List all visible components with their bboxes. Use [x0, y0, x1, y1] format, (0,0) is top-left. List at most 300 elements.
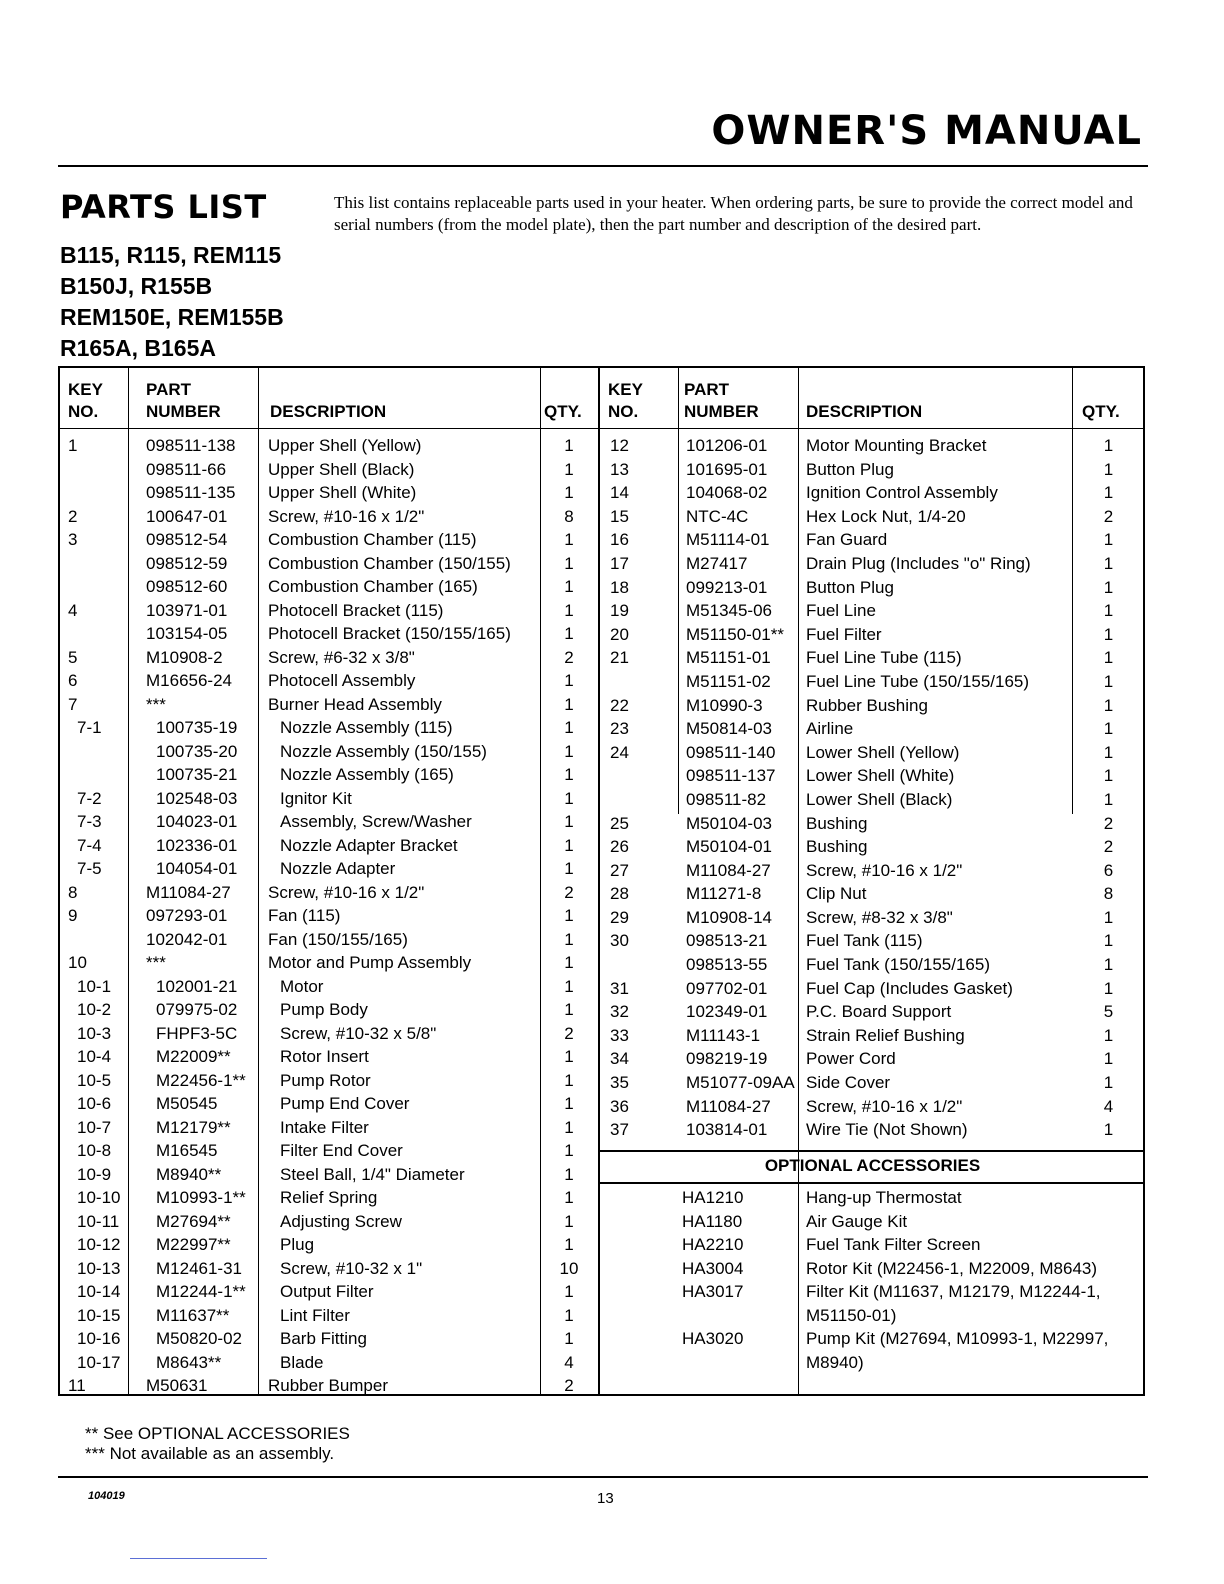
part-number-cell: 098511-82	[686, 789, 767, 809]
qty-cell: 2	[1103, 837, 1114, 857]
key-cell: 3	[68, 530, 78, 549]
description-cell: Photocell Assembly	[268, 671, 416, 690]
table-row	[60, 1186, 598, 1210]
table-row	[600, 1118, 1145, 1142]
table-row	[600, 764, 1145, 788]
table-row	[600, 741, 1145, 765]
part-number-cell: M51114-01	[686, 530, 770, 550]
description-cell: Upper Shell (Yellow)	[268, 436, 422, 455]
key-cell: 2	[68, 506, 78, 526]
model-line: B115, R115, REM115	[60, 242, 282, 268]
description-cell: Fan (115)	[268, 906, 341, 925]
table-row	[600, 717, 1145, 741]
description-cell: Ignitor Kit	[280, 788, 352, 808]
table-row	[60, 1210, 598, 1234]
table-row	[60, 434, 598, 458]
table-row	[600, 906, 1145, 930]
qty-cell: 6	[1103, 860, 1114, 880]
key-cell: 10-16	[77, 1329, 121, 1348]
part-number-cell: 101695-01	[686, 459, 768, 479]
header-key: KEY NO.	[608, 380, 643, 421]
part-number-cell: 102042-01	[146, 929, 228, 949]
qty-cell: 1	[1103, 766, 1114, 786]
header-qty: QTY.	[1082, 402, 1120, 421]
table-row	[60, 1139, 598, 1163]
description-cell: Drain Plug (Includes "o" Ring)	[806, 553, 1031, 573]
table-row	[60, 669, 598, 693]
optional-accessories-table	[600, 1186, 1145, 1374]
description-cell: Relief Spring	[280, 1188, 378, 1207]
header-qty: QTY.	[544, 402, 582, 421]
qty-cell: 5	[1103, 1002, 1114, 1022]
qty-cell: 1	[564, 483, 574, 502]
description-cell: Lower Shell (Black)	[806, 789, 953, 809]
table-row	[600, 1095, 1145, 1119]
description-cell: Filter End Cover	[280, 1141, 403, 1160]
header-description: DESCRIPTION	[806, 402, 923, 421]
part-number-cell: HA1210	[682, 1188, 744, 1207]
part-number-cell: NTC-4C	[686, 506, 749, 526]
key-cell: 10-10	[77, 1188, 121, 1207]
part-number-cell: M22456-1**	[156, 1070, 246, 1090]
key-cell: 10-4	[77, 1047, 112, 1066]
description-cell: Nozzle Assembly (165)	[280, 765, 454, 784]
table-row	[600, 552, 1145, 576]
model-line: REM150E, REM155B	[60, 304, 284, 330]
header-rule	[60, 428, 598, 429]
key-cell: 27	[610, 860, 629, 880]
key-cell	[60, 575, 128, 599]
qty-cell: 1	[1103, 955, 1114, 975]
footnote: ** See OPTIONAL ACCESSORIES	[85, 1424, 350, 1443]
table-row	[600, 1024, 1145, 1048]
table-row	[600, 528, 1145, 552]
part-number-cell: M10908-2	[146, 647, 223, 667]
description-cell: Combustion Chamber (115)	[268, 530, 477, 549]
qty-cell: 1	[564, 1211, 574, 1231]
description-cell: Photocell Bracket (115)	[268, 600, 444, 620]
key-cell: 37	[610, 1120, 629, 1140]
table-row	[600, 694, 1145, 718]
description-cell: Bushing	[806, 837, 868, 857]
part-number-cell: 098511-140	[686, 742, 776, 762]
table-row	[60, 646, 598, 670]
table-row	[600, 505, 1145, 529]
key-cell: 26	[610, 837, 629, 857]
header-description: DESCRIPTION	[270, 402, 387, 421]
table-row	[60, 575, 598, 599]
table-row	[600, 623, 1145, 647]
description-cell: Lower Shell (Yellow)	[806, 742, 960, 762]
key-cell: 1	[68, 436, 78, 455]
part-number-cell: M11637**	[156, 1305, 230, 1325]
part-number-cell: 102548-03	[156, 788, 238, 808]
table-row	[60, 622, 598, 646]
table-row	[600, 1047, 1145, 1071]
qty-cell: 1	[564, 953, 574, 972]
part-number-cell: 102001-21	[156, 976, 238, 996]
part-number-cell: ***	[146, 953, 166, 972]
key-cell	[60, 458, 128, 482]
part-number-cell: 098219-19	[686, 1049, 768, 1069]
key-cell: 7-4	[77, 835, 102, 855]
bottom-rule	[58, 1476, 1148, 1478]
key-cell: 35	[610, 1073, 629, 1093]
table-row	[60, 505, 598, 529]
part-number-cell: 104054-01	[156, 859, 238, 878]
description-cell: Side Cover	[806, 1073, 891, 1093]
part-number-cell: M12179**	[156, 1117, 231, 1137]
description-cell: Motor Mounting Bracket	[806, 436, 987, 455]
description-cell: Output Filter	[280, 1282, 374, 1301]
table-row	[60, 1327, 598, 1351]
header-part-number: PART NUMBER	[146, 380, 221, 421]
part-number-cell: 100735-19	[156, 718, 238, 737]
description-cell: Intake Filter	[280, 1117, 369, 1137]
description-cell: Fuel Line Tube (150/155/165)	[806, 671, 1030, 691]
description-cell: Strain Relief Bushing	[806, 1025, 965, 1045]
part-number-cell: 098511-66	[146, 459, 227, 479]
qty-cell: 1	[1103, 483, 1114, 503]
qty-cell: 1	[564, 1117, 574, 1137]
key-cell: 15	[610, 506, 629, 526]
key-cell: 10-12	[77, 1235, 121, 1254]
part-number-cell: M50820-02	[156, 1329, 243, 1348]
parts-table-left	[60, 434, 598, 1398]
table-row	[60, 740, 598, 764]
model-line: B150J, R155B	[60, 273, 213, 299]
description-cell: Nozzle Adapter	[280, 859, 396, 878]
description-cell: Pump Body	[280, 1000, 368, 1019]
table-row	[60, 1233, 598, 1257]
part-number-cell: 102336-01	[156, 835, 238, 855]
part-number-cell: HA3017	[682, 1282, 744, 1301]
key-cell	[600, 670, 678, 694]
part-number-cell: 097702-01	[686, 978, 768, 998]
part-number-cell: 098513-55	[686, 955, 768, 975]
key-cell	[60, 740, 128, 764]
qty-cell: 1	[564, 741, 574, 761]
part-number-cell: M50104-03	[686, 813, 773, 833]
description-cell: Pump End Cover	[280, 1094, 410, 1113]
part-number-cell: M51077-09AA	[686, 1073, 795, 1093]
table-row	[600, 835, 1145, 859]
table-row	[60, 1116, 598, 1140]
key-cell: 10	[68, 953, 87, 972]
part-number-cell: M12461-31	[156, 1258, 243, 1278]
key-cell: 16	[610, 530, 629, 550]
qty-cell: 1	[564, 1188, 574, 1207]
part-number-cell: M11271-8	[686, 884, 762, 904]
part-number-cell: ***	[146, 694, 166, 714]
part-number-cell: 098511-138	[146, 436, 236, 455]
description-cell: Lint Filter	[280, 1305, 350, 1325]
table-row	[60, 1257, 598, 1281]
description-cell: Screw, #6-32 x 3/8"	[268, 647, 415, 667]
qty-cell: 1	[564, 1164, 574, 1184]
key-cell: 34	[610, 1049, 629, 1069]
key-cell: 10-11	[77, 1211, 120, 1231]
footnotes	[85, 1424, 350, 1464]
description-cell: Nozzle Adapter Bracket	[280, 835, 458, 855]
description-cell: Filter Kit (M11637, M12179, M12244-1, M51150-01)	[806, 1282, 1101, 1325]
key-cell: 7-5	[77, 859, 102, 878]
description-cell: Upper Shell (Black)	[268, 459, 415, 479]
key-cell	[600, 788, 678, 812]
key-cell: 21	[610, 648, 629, 668]
table-row	[600, 1327, 1145, 1374]
table-row	[60, 763, 598, 787]
table-row	[60, 1374, 598, 1398]
table-row	[600, 882, 1145, 906]
qty-cell: 1	[1103, 530, 1114, 550]
table-row	[600, 481, 1145, 505]
qty-cell: 1	[564, 1235, 574, 1254]
qty-cell: 1	[1103, 624, 1114, 644]
qty-cell: 1	[564, 812, 574, 831]
key-cell: 25	[610, 813, 629, 833]
qty-cell: 1	[564, 976, 574, 996]
description-cell: Screw, #10-32 x 1"	[280, 1258, 423, 1278]
table-row	[60, 716, 598, 740]
description-cell: Screw, #10-16 x 1/2"	[268, 506, 425, 526]
qty-cell: 1	[1103, 1073, 1114, 1093]
description-cell: Motor	[280, 976, 324, 996]
part-number-cell: 103971-01	[146, 600, 228, 620]
description-cell: Rubber Bushing	[806, 695, 928, 715]
part-number-cell: M10908-14	[686, 907, 773, 927]
part-number-cell: 098512-59	[146, 553, 228, 573]
qty-cell: 1	[564, 553, 574, 573]
key-cell: 10-1	[77, 976, 112, 996]
key-cell	[60, 552, 128, 576]
description-cell: Plug	[280, 1235, 315, 1254]
key-cell: 32	[610, 1002, 629, 1022]
key-cell	[600, 953, 678, 977]
table-row	[600, 788, 1145, 812]
description-cell: Motor and Pump Assembly	[268, 953, 472, 972]
parts-table-right	[600, 434, 1145, 1142]
qty-cell: 2	[564, 1376, 574, 1395]
table-row	[600, 646, 1145, 670]
qty-cell: 1	[1103, 978, 1114, 998]
part-number-cell: M51345-06	[686, 601, 773, 621]
qty-cell: 1	[1103, 1025, 1114, 1045]
part-number-cell: 104023-01	[156, 812, 238, 831]
description-cell: Fuel Line Tube (115)	[806, 648, 962, 668]
page-title: OWNER'S MANUAL	[711, 108, 1142, 154]
table-row	[60, 458, 598, 482]
key-cell: 6	[68, 671, 78, 690]
key-cell: 31	[610, 978, 629, 998]
model-list	[60, 240, 284, 364]
description-cell: Screw, #10-16 x 1/2"	[806, 860, 963, 880]
description-cell: Airline	[806, 719, 854, 739]
part-number-cell: M8940**	[156, 1164, 222, 1184]
table-row	[60, 904, 598, 928]
part-number-cell: M12244-1**	[156, 1282, 246, 1301]
description-cell: Rotor Kit (M22456-1, M22009, M8643)	[806, 1258, 1098, 1278]
qty-cell: 1	[1103, 1049, 1114, 1069]
description-cell: Fuel Filter	[806, 624, 882, 644]
description-cell: Bushing	[806, 813, 868, 833]
key-cell: 33	[610, 1025, 629, 1045]
part-number-cell: 100735-20	[156, 741, 238, 761]
qty-cell: 1	[564, 1305, 574, 1325]
qty-cell: 1	[564, 788, 574, 808]
description-cell: Fuel Tank (115)	[806, 931, 923, 951]
table-row	[60, 1069, 598, 1093]
table-row	[600, 1000, 1145, 1024]
key-cell: 30	[610, 931, 629, 951]
key-cell: 7-3	[77, 812, 102, 831]
part-number-cell: 079975-02	[156, 1000, 238, 1019]
key-cell: 22	[610, 695, 629, 715]
qty-cell: 1	[1103, 1120, 1114, 1140]
description-cell: Barb Fitting	[280, 1329, 367, 1348]
qty-cell: 4	[564, 1352, 574, 1372]
key-cell: 7	[68, 694, 78, 714]
table-row	[600, 812, 1145, 836]
description-cell: Wire Tie (Not Shown)	[806, 1120, 968, 1140]
part-number-cell: M27694**	[156, 1211, 231, 1231]
qty-cell: 1	[564, 694, 574, 714]
description-cell: Screw, #8-32 x 3/8"	[806, 907, 953, 927]
table-row	[60, 1351, 598, 1375]
part-number-cell: 098512-60	[146, 577, 228, 596]
table-row	[60, 857, 598, 881]
qty-cell: 1	[564, 436, 574, 455]
key-cell: 19	[610, 601, 629, 621]
description-cell: Fan (150/155/165)	[268, 929, 408, 949]
table-row	[600, 977, 1145, 1001]
key-cell: 8	[68, 882, 78, 902]
description-cell: Fuel Cap (Includes Gasket)	[806, 978, 1013, 998]
key-cell	[60, 481, 128, 505]
table-row	[600, 434, 1145, 458]
description-cell: Lower Shell (White)	[806, 766, 955, 786]
description-cell: Rubber Bumper	[268, 1376, 389, 1395]
table-row	[600, 1233, 1145, 1257]
key-cell	[60, 763, 128, 787]
part-number-cell: M27417	[686, 553, 748, 573]
table-row	[60, 1163, 598, 1187]
qty-cell: 2	[1103, 813, 1114, 833]
part-number-cell: M11143-1	[686, 1025, 761, 1045]
part-number-cell: 098511-135	[146, 483, 236, 502]
table-row	[60, 1304, 598, 1328]
part-number-cell: M22997**	[156, 1235, 231, 1254]
description-cell: Nozzle Assembly (150/155)	[280, 741, 487, 761]
description-cell: Clip Nut	[806, 884, 867, 904]
table-row	[60, 1022, 598, 1046]
part-number-cell: 100647-01	[146, 506, 228, 526]
description-cell: Rotor Insert	[280, 1047, 369, 1066]
qty-cell: 1	[564, 1000, 574, 1019]
parts-table	[58, 366, 1145, 1396]
key-cell: 13	[610, 459, 629, 479]
table-row	[600, 859, 1145, 883]
qty-cell: 1	[1103, 648, 1114, 668]
description-cell: Fuel Tank Filter Screen	[806, 1235, 981, 1254]
key-cell: 5	[68, 647, 78, 667]
part-number-cell: M11084-27	[146, 882, 231, 902]
part-number-cell: 098513-21	[686, 931, 768, 951]
qty-cell: 1	[564, 600, 574, 620]
table-row	[600, 576, 1145, 600]
part-number-cell: M50814-03	[686, 719, 773, 739]
table-row	[60, 975, 598, 999]
table-row	[60, 599, 598, 623]
part-number-cell: M11084-27	[686, 860, 771, 880]
table-row	[60, 928, 598, 952]
qty-cell: 1	[564, 1070, 574, 1090]
qty-cell: 1	[564, 835, 574, 855]
description-cell: Assembly, Screw/Washer	[280, 812, 472, 831]
key-cell: 10-9	[77, 1164, 112, 1184]
part-number-cell: 102349-01	[686, 1002, 768, 1022]
description-cell: Screw, #10-16 x 1/2"	[806, 1096, 963, 1116]
table-row	[60, 1280, 598, 1304]
qty-cell: 2	[1103, 506, 1114, 526]
qty-cell: 1	[1103, 577, 1114, 597]
top-rule	[58, 165, 1148, 167]
qty-cell: 1	[564, 906, 574, 925]
part-number-cell: M11084-27	[686, 1096, 771, 1116]
qty-cell: 1	[564, 765, 574, 784]
decorative-line	[130, 1558, 267, 1559]
description-cell: Upper Shell (White)	[268, 483, 417, 502]
description-cell: Air Gauge Kit	[806, 1211, 908, 1231]
key-cell: 10-17	[77, 1352, 121, 1372]
qty-cell: 1	[1103, 719, 1114, 739]
part-number-cell: M22009**	[156, 1047, 231, 1066]
table-row	[60, 528, 598, 552]
qty-cell: 1	[564, 1282, 574, 1301]
description-cell: Adjusting Screw	[280, 1211, 402, 1231]
description-cell: Screw, #10-32 x 5/8"	[280, 1023, 437, 1043]
qty-cell: 1	[564, 1094, 574, 1113]
key-cell: 36	[610, 1096, 629, 1116]
part-number-cell: M50545	[156, 1094, 218, 1113]
section-title: PARTS LIST	[60, 188, 267, 226]
qty-cell: 1	[564, 718, 574, 737]
description-cell: Screw, #10-16 x 1/2"	[268, 882, 425, 902]
table-row	[600, 1186, 1145, 1210]
part-number-cell: 099213-01	[686, 577, 768, 597]
key-cell: 14	[610, 483, 629, 503]
description-cell: Button Plug	[806, 459, 894, 479]
qty-cell: 1	[564, 459, 574, 479]
part-number-cell: M10993-1**	[156, 1188, 246, 1207]
key-cell: 17	[610, 553, 629, 573]
part-number-cell: M50104-01	[686, 837, 773, 857]
key-cell: 10-2	[77, 1000, 112, 1019]
qty-cell: 2	[564, 647, 574, 667]
key-cell: 28	[610, 884, 629, 904]
part-number-cell: 103154-05	[146, 624, 228, 643]
table-row	[600, 1210, 1145, 1234]
key-cell: 10-8	[77, 1141, 112, 1160]
description-cell: P.C. Board Support	[806, 1002, 952, 1022]
description-cell: Button Plug	[806, 577, 894, 597]
key-cell: 10-14	[77, 1282, 121, 1301]
model-line: R165A, B165A	[60, 335, 216, 361]
header-part-number: PART NUMBER	[684, 380, 759, 421]
qty-cell: 8	[564, 506, 574, 526]
qty-cell: 4	[1103, 1096, 1114, 1116]
key-cell: 10-15	[77, 1305, 121, 1325]
